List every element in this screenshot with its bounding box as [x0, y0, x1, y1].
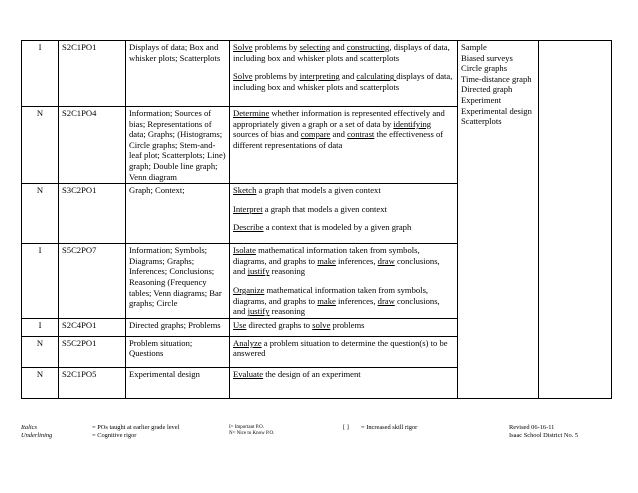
objective-text [233, 285, 454, 317]
cognitive-verb: draw [377, 295, 395, 306]
priority-level-cell: I [22, 41, 59, 107]
topic-cell: Directed graphs; Problems [126, 318, 230, 336]
objective-text [233, 42, 454, 63]
po-code-cell: S2C1PO4 [59, 107, 126, 184]
objective-cell [230, 184, 458, 244]
empty-cell [539, 41, 612, 399]
objective-segment: inferences, [335, 295, 378, 306]
objective-segment: problems [330, 319, 365, 330]
objective-text [233, 71, 454, 92]
topic-cell: Experimental design [126, 367, 230, 398]
objective-text [233, 204, 454, 215]
po-code-cell: S5C2PO7 [59, 244, 126, 319]
objective-segment: whether information is represented effectively and appropriately given a graph or a set of data by [233, 108, 445, 129]
objective-segment: and [330, 129, 348, 140]
cognitive-verb: Organize [233, 284, 265, 295]
cognitive-verb: justify [247, 306, 270, 317]
objective-segment: a problem situation to determine the question(s) to be answered [233, 337, 448, 359]
curriculum-table [21, 40, 612, 399]
cognitive-verb: Analyze [233, 337, 262, 348]
cognitive-verb: solve [312, 319, 331, 330]
cognitive-verb: Use [233, 319, 247, 330]
priority-level-cell: N [22, 184, 59, 244]
objective-segment: the design of an experiment [263, 368, 361, 379]
cognitive-verb: draw [377, 255, 395, 266]
topic-cell: Graph; Context; [126, 184, 230, 244]
footer-nice: N= Nice to Know P.O. [229, 431, 275, 436]
objective-cell [230, 41, 458, 107]
topic-cell: Information; Sources of bias; Representations of data; Graphs; (Histograms; Circle graphs; Stem-and-leaf plot; Scatterplots; Line) graph; Double line graph; Venn diagram [126, 107, 230, 184]
objective-text [233, 222, 454, 233]
objective-segment: a graph that models a given context [262, 203, 387, 214]
objective-segment: and [339, 71, 357, 82]
footer-underlining-key: Underlining [21, 432, 53, 439]
objective-cell [230, 367, 458, 398]
table-row [22, 41, 612, 107]
objective-segment: and [330, 42, 347, 52]
objective-text [233, 338, 454, 359]
po-code-cell: S5C2PO1 [59, 336, 126, 367]
cognitive-verb: Sketch [233, 185, 257, 196]
footer-important: I= Important P.O. [229, 425, 265, 430]
objective-cell [230, 318, 458, 336]
cognitive-verb: constructing [346, 42, 390, 52]
objective-segment: conclusions, and [233, 255, 440, 277]
cognitive-verb: make [317, 255, 336, 266]
cognitive-verb: Determine [233, 108, 270, 118]
objective-segment: sources of bias and [233, 129, 301, 140]
po-code-cell: S3C2PO1 [59, 184, 126, 244]
objective-segment: a graph that models a given context [256, 185, 381, 196]
objective-segment: , displays of data, including box and whisker plots and scatterplots [233, 42, 450, 63]
po-code-cell: S2C1PO1 [59, 41, 126, 107]
objective-segment: conclusions, and [233, 295, 440, 317]
priority-level-cell: N [22, 367, 59, 398]
objective-text [233, 369, 454, 380]
objective-text [233, 320, 454, 331]
footer-italics-key: Italics [21, 424, 37, 431]
objective-segment: mathematical information taken from symbols, diagrams, and graphs to [233, 245, 420, 266]
footer-underlining-desc: = Cognitive rigor [92, 432, 137, 439]
priority-level-cell: I [22, 318, 59, 336]
cognitive-verb: Interpret [233, 203, 263, 214]
cognitive-verb: interpreting [299, 71, 340, 82]
footer-italics-desc: = POs taught at earlier grade level [92, 424, 180, 431]
cognitive-verb: identifying [393, 118, 432, 129]
cognitive-verb: compare [300, 129, 331, 140]
po-code-cell: S2C1PO5 [59, 367, 126, 398]
objective-segment: problems by [252, 42, 300, 52]
objective-cell [230, 107, 458, 184]
objective-text [233, 108, 454, 150]
table-body [22, 41, 612, 399]
cognitive-verb: selecting [299, 42, 331, 52]
cognitive-verb: calculating [356, 71, 397, 82]
cognitive-verb: Describe [233, 222, 264, 233]
objective-segment: directed graphs to [246, 319, 313, 330]
po-code-cell: S2C4PO1 [59, 318, 126, 336]
assessment-cell: Sample Biased surveys Circle graphs Time-distance graph Directed graph Experiment Experimental design Scatterplots [458, 41, 539, 399]
cognitive-verb: Isolate [233, 245, 256, 256]
objective-cell [230, 244, 458, 319]
priority-level-cell: N [22, 336, 59, 367]
objective-cell [230, 336, 458, 367]
objective-text [233, 245, 454, 277]
footer-brackets-desc: = Increased skill rigor [361, 424, 418, 431]
objective-segment: reasoning [269, 266, 306, 277]
topic-cell: Information; Symbols; Diagrams; Graphs; Inferences; Conclusions; Reasoning (Frequency tables; Venn diagrams; Bar graphs; Circle [126, 244, 230, 319]
footer-brackets-key: [ ] [343, 424, 349, 431]
cognitive-verb: Solve [233, 71, 253, 82]
priority-level-cell: I [22, 244, 59, 319]
objective-segment: mathematical information taken from symbols, diagrams, and graphs to [233, 284, 429, 306]
topic-cell: Problem situation; Questions [126, 336, 230, 367]
footer-district: Isaac School District No. 5 [509, 432, 579, 439]
objective-segment: the effectiveness of different representations of data [233, 129, 444, 150]
objective-segment: reasoning [269, 306, 306, 317]
cognitive-verb: Solve [233, 42, 253, 52]
objective-segment: inferences, [335, 255, 378, 266]
objective-segment: displays of data, including box and whisker plots and scatterplots [233, 71, 453, 92]
objective-segment: problems by [252, 71, 300, 82]
cognitive-verb: contrast [347, 129, 375, 140]
footer-revised: Revised 06-16-11 [509, 424, 555, 431]
cognitive-verb: make [317, 295, 336, 306]
cognitive-verb: Evaluate [233, 368, 264, 379]
objective-text [233, 185, 454, 196]
priority-level-cell: N [22, 107, 59, 184]
topic-cell: Displays of data; Box and whisker plots; Scatterplots [126, 41, 230, 107]
cognitive-verb: justify [247, 266, 270, 277]
objective-segment: a context that is modeled by a given graph [263, 222, 412, 233]
